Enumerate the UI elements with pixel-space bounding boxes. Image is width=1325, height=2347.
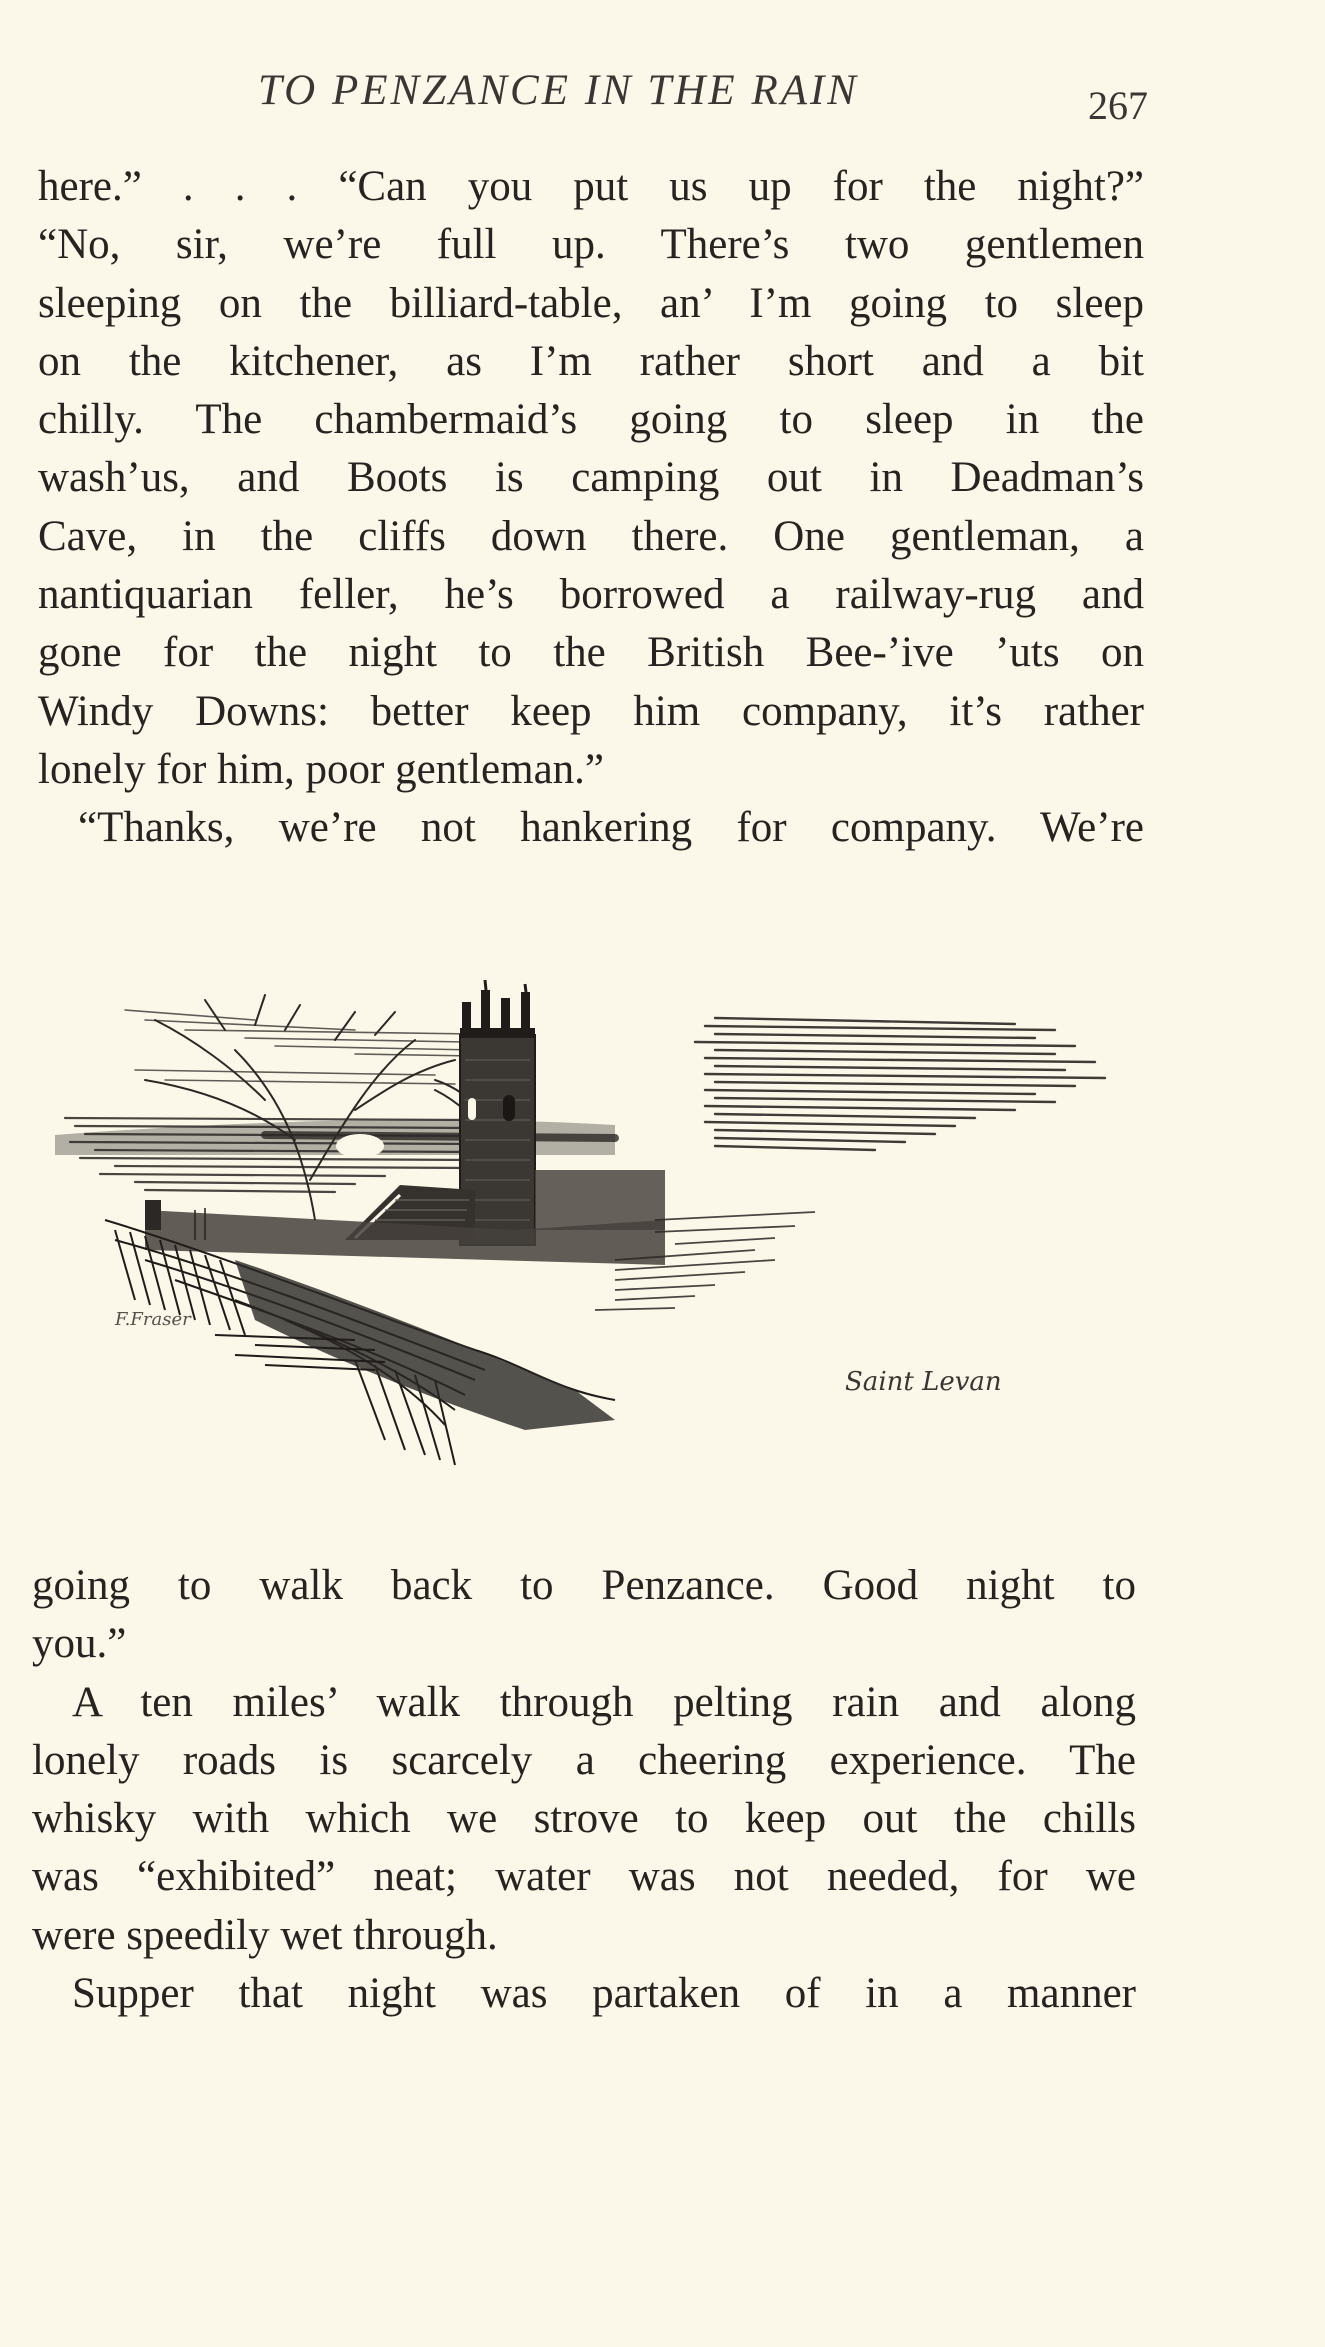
text-block-top (38, 158, 1144, 858)
text-line: going to walk back to Penzance. Good night to (32, 1562, 1136, 1609)
text-line: on the kitchener, as I’m rather short and a bit (38, 337, 1144, 385)
text-line: chilly. The chambermaid’s going to sleep in the (38, 396, 1144, 444)
text-line: here.” . . . “Can you put us up for the night?” (38, 163, 1144, 210)
text-line: nantiquarian feller, he’s borrowed a railway-rug and (38, 571, 1144, 619)
text-line: whisky with which we strove to keep out the chills (32, 1795, 1136, 1843)
illustration-svg (55, 920, 1115, 1480)
running-header (0, 66, 1325, 126)
text-line: lonely roads is scarcely a cheering experience. The (32, 1736, 1136, 1784)
sky-hatching-right (695, 1018, 1105, 1150)
text-line: gone for the night to the British Bee-’ive ’uts on (38, 629, 1144, 677)
text-block-bottom (32, 1557, 1136, 2023)
text-line: Cave, in the cliffs down there. One gentleman, a (38, 512, 1144, 560)
church-tower-illustration (55, 920, 1115, 1480)
signature-left: F.Fraser (115, 1309, 191, 1330)
text-line: you.” (32, 1620, 127, 1668)
text-line: was “exhibited” neat; water was not needed, for we (32, 1853, 1136, 1901)
signature-right: Saint Levan (845, 1367, 1002, 1397)
text-line: lonely for him, poor gentleman.” (38, 745, 605, 793)
text-line: A ten miles’ walk through pelting rain and along (72, 1678, 1136, 1726)
running-title: TO PENZANCE IN THE RAIN (258, 67, 859, 114)
text-line: wash’us, and Boots is camping out in Deadman’s (38, 454, 1144, 502)
text-line: “No, sir, we’re full up. There’s two gentlemen (38, 221, 1144, 269)
text-line: were speedily wet through. (32, 1911, 498, 1959)
text-line: “Thanks, we’re not hankering for company. We’re (78, 804, 1144, 852)
sky-wisps (125, 1010, 475, 1084)
text-line: sleeping on the billiard-table, an’ I’m going to sleep (38, 279, 1144, 327)
text-line: Windy Downs: better keep him company, it’s rather (38, 687, 1144, 735)
text-line: Supper that night was partaken of in a manner (72, 1970, 1136, 2018)
page-number: 267 (1088, 83, 1148, 128)
